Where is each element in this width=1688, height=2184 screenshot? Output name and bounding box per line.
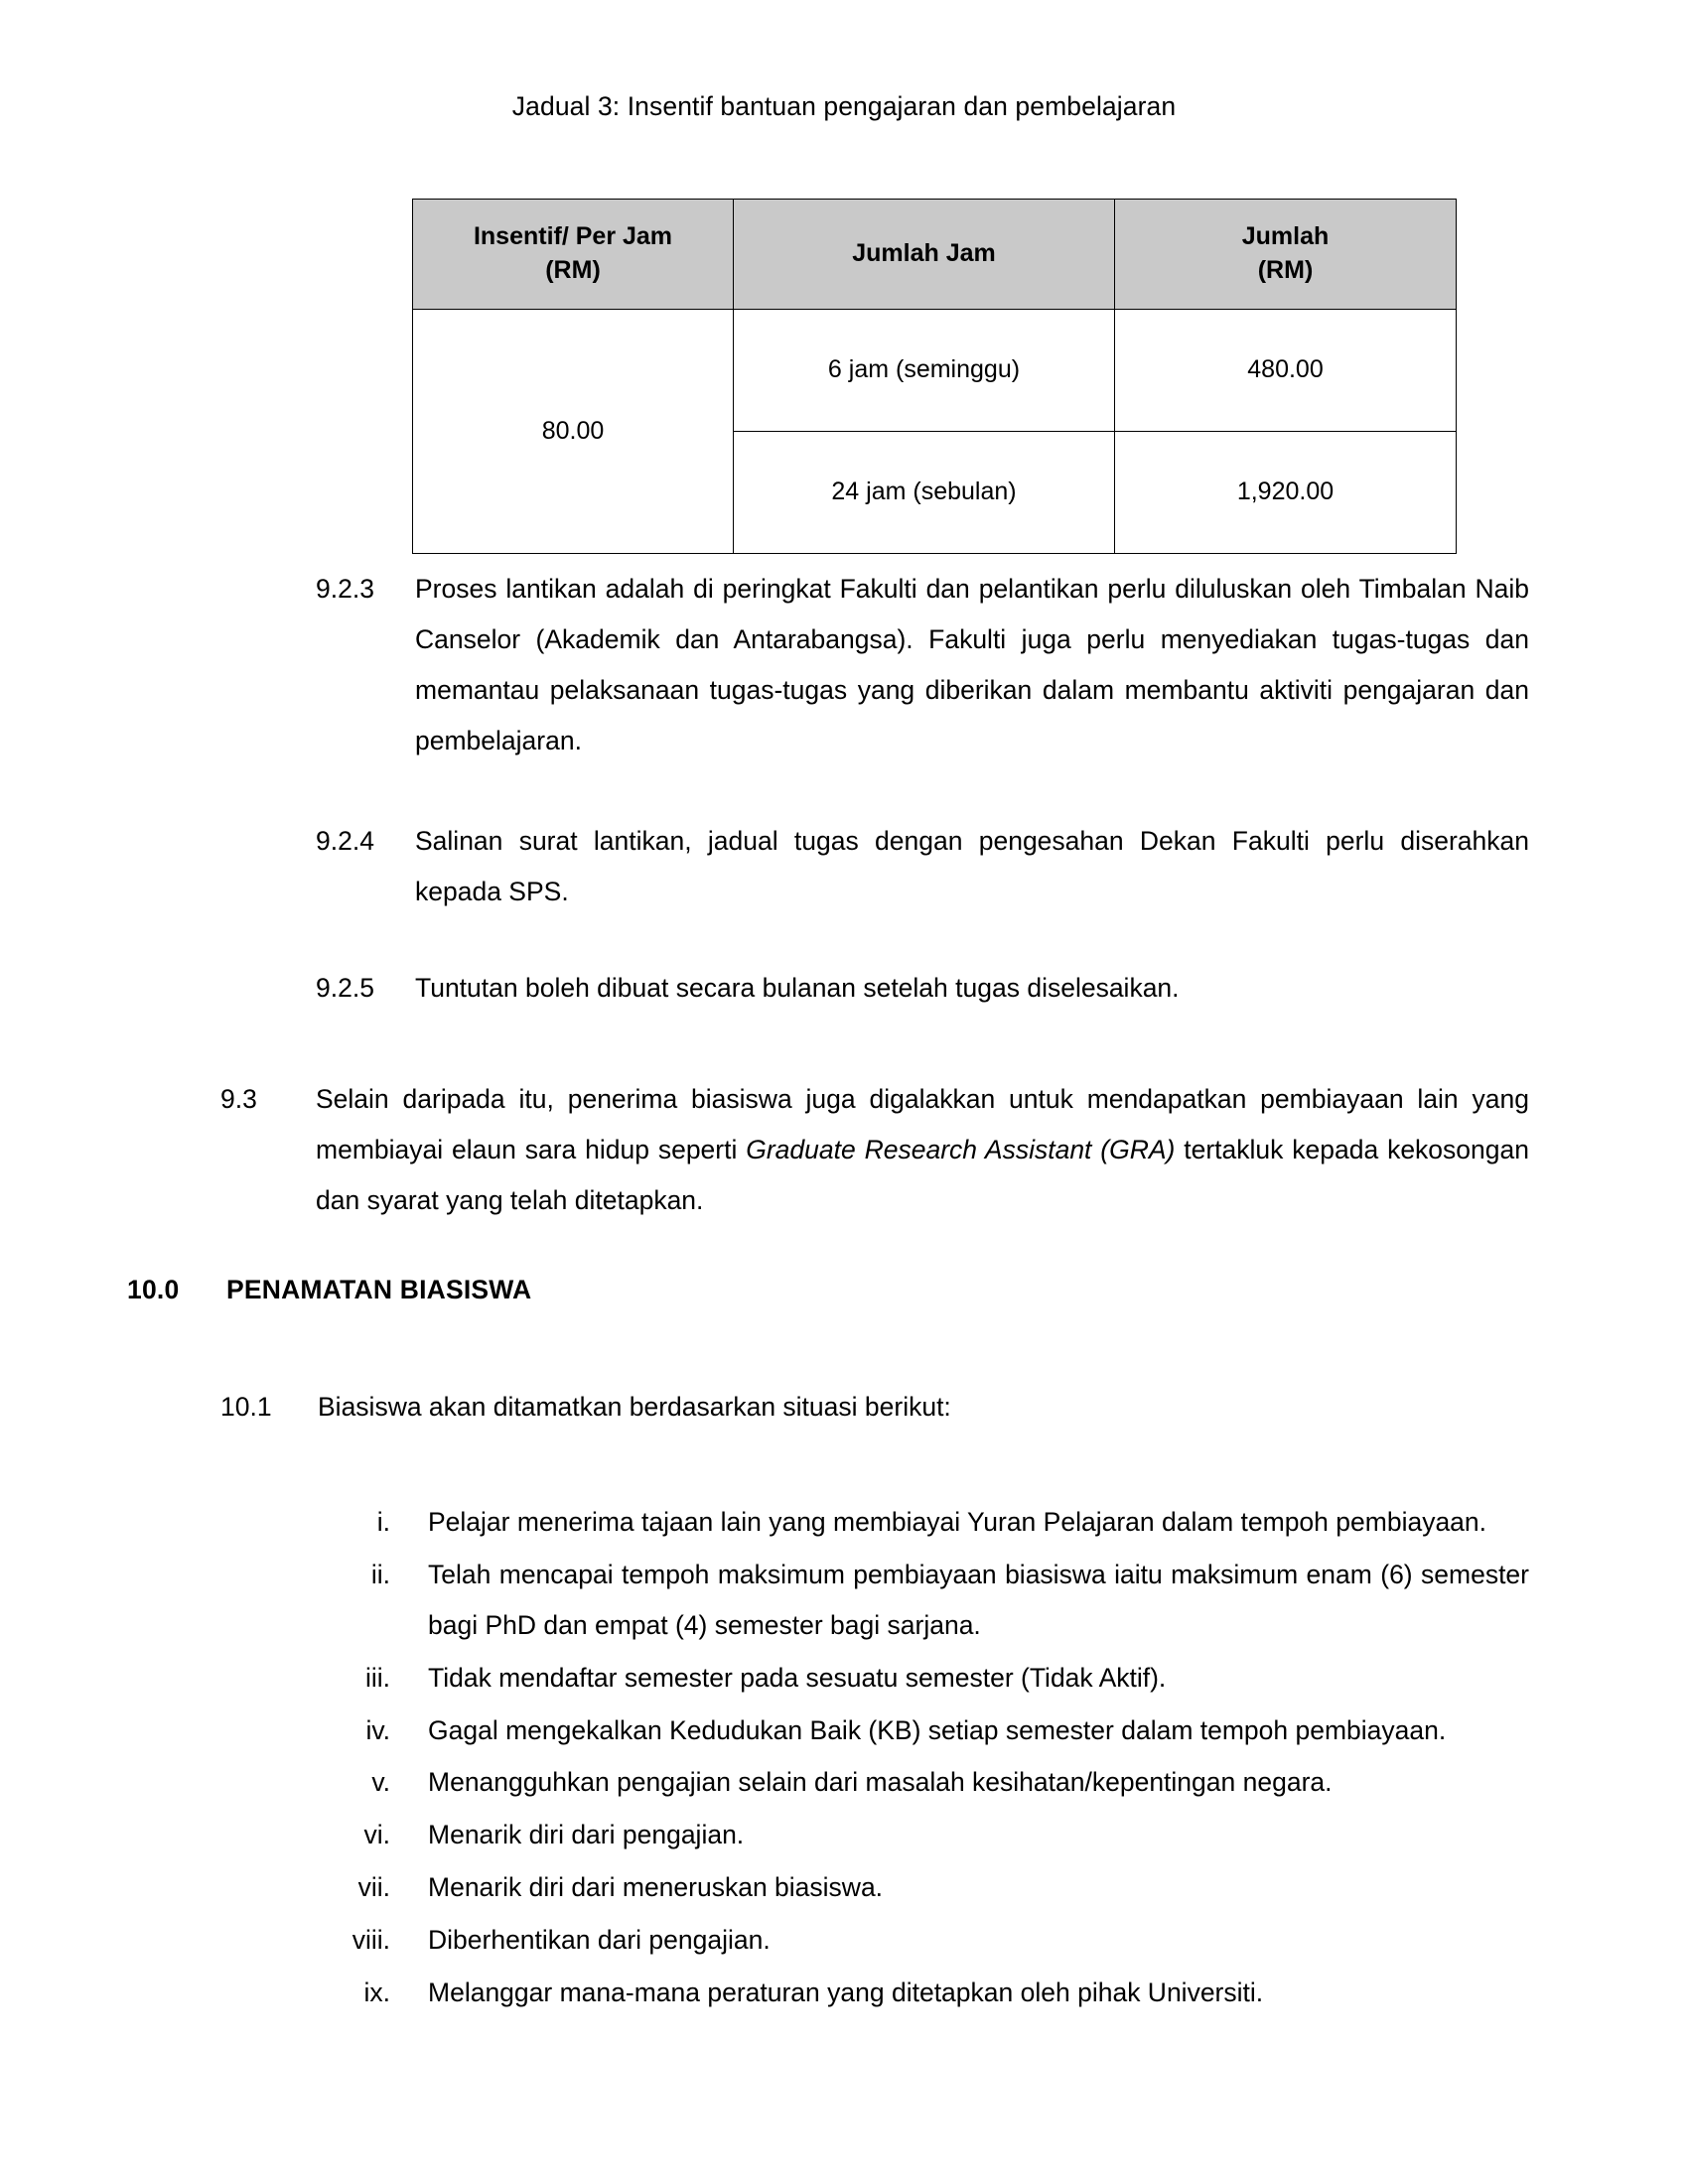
section-heading-10 (127, 1269, 531, 1310)
termination-reasons-list (343, 1497, 1529, 2020)
list-marker: v. (371, 1767, 390, 1798)
list-item (343, 1968, 1529, 2018)
table-header-cell-total (1115, 200, 1457, 310)
list-item (343, 1915, 1529, 1966)
list-marker: vi. (363, 1820, 390, 1850)
list-item-text: Menarik diri dari meneruskan biasiswa. (428, 1872, 884, 1903)
section-title: PENAMATAN BIASISWA (226, 1275, 532, 1304)
list-marker: i. (376, 1507, 390, 1537)
list-marker: ii. (370, 1559, 390, 1589)
table-header-hours-label: Jumlah Jam (852, 239, 996, 268)
paragraph-text-before-italic: Selain daripada itu, penerima biasiswa juga digalakkan untuk mendapatkan pembiayaan lain yang membiayai elaun sara hidup seperti (316, 1084, 1529, 1164)
table-header-row-group (413, 200, 1457, 310)
list-item (343, 1706, 1529, 1756)
table-body (413, 310, 1457, 554)
list-marker: vii. (357, 1872, 390, 1903)
table-caption: Jadual 3: Insentif bantuan pengajaran dan pembelajaran (511, 91, 1177, 121)
table-header-row (413, 200, 1457, 310)
paragraph-9-3 (220, 1074, 1529, 1226)
table-row (413, 310, 1457, 432)
table-cell-rate: 80.00 (413, 310, 734, 554)
paragraph-text-after-italic: tertakluk kepada kekosongan dan syarat yang telah ditetapkan. (316, 1134, 1529, 1215)
incentive-table-wrapper (412, 199, 1405, 554)
list-item (343, 1810, 1529, 1860)
paragraph-text: Salinan surat lantikan, jadual tugas dengan pengesahan Dekan Fakulti perlu diserahkan kepada SPS. (415, 826, 1529, 906)
list-item (343, 1757, 1529, 1808)
table-header-total-line1: Jumlah (1241, 222, 1330, 251)
list-item (343, 1653, 1529, 1704)
list-item-text: Melanggar mana-mana peraturan yang ditetapkan oleh pihak Universiti. (428, 1977, 1264, 2007)
table-cell-amount: 1,920.00 (1115, 432, 1457, 554)
paragraph-text (316, 1074, 1529, 1226)
table-header-total-line2: (RM) (1257, 256, 1314, 284)
list-item-text: Diberhentikan dari pengajian. (428, 1925, 771, 1955)
section-number: 10.0 (127, 1275, 180, 1304)
paragraph-number: 9.2.3 (316, 574, 374, 604)
list-marker: ix. (363, 1977, 390, 2007)
paragraph-10-1 (220, 1382, 1529, 1433)
paragraph-text: Proses lantikan adalah di peringkat Fakulti dan pelantikan perlu diluluskan oleh Timbalan Naib Canselor (Akademik dan Antarabangsa). Fakulti juga perlu menyediakan tugas-tugas dan memantau pelaksanaan tugas-tugas yang diberikan dalam membantu aktiviti pengajaran dan pembelajaran. (415, 574, 1529, 755)
table-header-cell-rate (413, 200, 734, 310)
paragraph-number: 9.3 (220, 1084, 257, 1114)
list-item (343, 1497, 1529, 1548)
list-item-text: Gagal mengekalkan Kedudukan Baik (KB) setiap semester dalam tempoh pembiayaan. (428, 1714, 1447, 1745)
table-header-rate-line1: Insentif/ Per Jam (473, 222, 673, 251)
paragraph-number: 10.1 (220, 1392, 272, 1422)
table-header-cell-hours (734, 200, 1115, 310)
incentive-table (412, 199, 1457, 554)
table-cell-amount: 480.00 (1115, 310, 1457, 432)
paragraph-number: 9.2.5 (316, 973, 374, 1003)
list-item-text: Telah mencapai tempoh maksimum pembiayaan biasiswa iaitu maksimum enam (6) semester bagi PhD dan empat (4) semester bagi sarjana. (428, 1559, 1529, 1640)
list-item-text: Pelajar menerima tajaan lain yang membiayai Yuran Pelajaran dalam tempoh pembiayaan. (428, 1507, 1487, 1537)
paragraph-9-2-5 (316, 963, 1529, 1014)
paragraph-italic-term: Graduate Research Assistant (GRA) (746, 1134, 1176, 1164)
table-cell-hours: 6 jam (seminggu) (734, 310, 1115, 432)
paragraph-text: Biasiswa akan ditamatkan berdasarkan situasi berikut: (318, 1392, 951, 1422)
table-header-rate-line2: (RM) (545, 256, 601, 284)
paragraph-text: Tuntutan boleh dibuat secara bulanan setelah tugas diselesaikan. (415, 973, 1180, 1003)
table-cell-hours: 24 jam (sebulan) (734, 432, 1115, 554)
list-marker: iii. (364, 1662, 390, 1693)
list-item-text: Menarik diri dari pengajian. (428, 1820, 745, 1850)
list-item (343, 1862, 1529, 1913)
paragraph-9-2-3 (316, 564, 1529, 766)
list-item (343, 1550, 1529, 1651)
paragraph-number: 9.2.4 (316, 826, 374, 856)
list-item-text: Tidak mendaftar semester pada sesuatu semester (Tidak Aktif). (428, 1662, 1167, 1693)
list-item-text: Menangguhkan pengajian selain dari masalah kesihatan/kepentingan negara. (428, 1767, 1333, 1798)
list-marker: iv. (365, 1714, 390, 1745)
paragraph-9-2-4 (316, 816, 1529, 917)
list-marker: viii. (352, 1925, 390, 1955)
